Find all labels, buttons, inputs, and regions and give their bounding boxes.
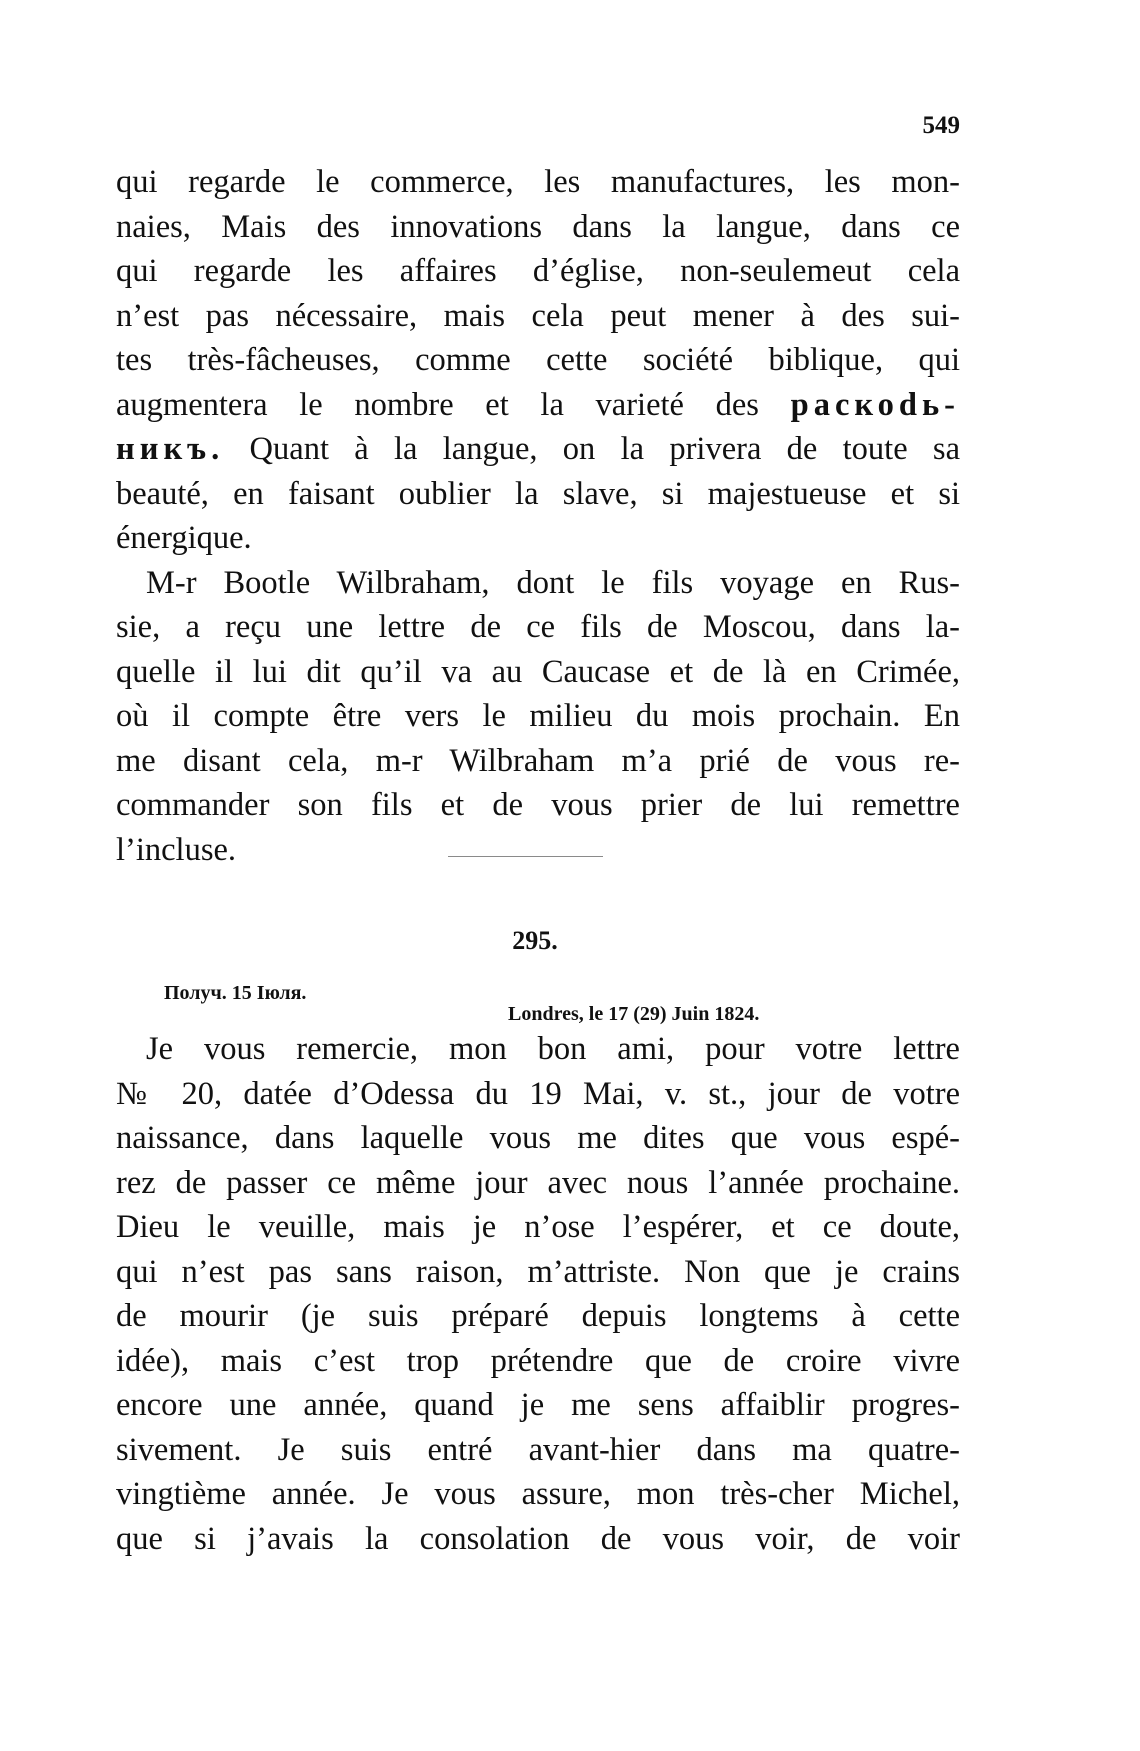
text-line: № 20, datée d’Odessa du 19 Mai, v. st., jour de votre — [116, 1075, 960, 1112]
letter-date: Londres, le 17 (29) Juin 1824. — [508, 1003, 760, 1025]
text-line — [116, 383, 960, 428]
received-note: Получ. 15 Іюля. — [164, 982, 307, 1004]
text-line: sivement. Je suis entré avant-hier dans ma quatre- — [116, 1431, 960, 1468]
text-line: de mourir (je suis préparé depuis longtems à cette — [116, 1298, 960, 1334]
page-number: 549 — [922, 112, 960, 139]
text-line: qui regarde le commerce, les manufactures, les mon- — [116, 164, 960, 200]
text-line: sie, a reçu une lettre de ce fils de Moscou, dans la- — [116, 609, 960, 645]
text-line: naissance, dans laquelle vous me dites que vous espé- — [116, 1120, 960, 1156]
text-line — [116, 427, 960, 472]
text-line: me disant cela, m-r Wilbraham m’a prié de vous re- — [116, 742, 960, 779]
text-line: naies, Mais des innovations dans la langue, dans ce — [116, 208, 960, 245]
paragraph-first-line: Je vous remercie, mon bon ami, pour votre lettre — [146, 1031, 960, 1067]
text-line: énergique. — [116, 520, 252, 556]
text-line: l’incluse. — [116, 831, 237, 868]
text-line: encore une année, quand je me sens affaiblir progres- — [116, 1387, 960, 1423]
text-line: où il compte être vers le milieu du mois prochain. En — [116, 698, 960, 734]
text-line: quelle il lui dit qu’il va au Caucase et de là en Crimée, — [116, 653, 960, 690]
russian-word-part-1: раскоdь- — [790, 386, 961, 423]
text-line: tes très-fâcheuses, comme cette société biblique, qui — [116, 342, 960, 378]
text-line: rez de passer ce même jour avec nous l’année prochaine. — [116, 1164, 960, 1201]
section-separator — [448, 856, 603, 857]
letter-continuation — [116, 160, 960, 872]
text-line: qui n’est pas sans raison, m’attriste. Non que je crains — [116, 1253, 960, 1290]
text-line: qui regarde les affaires d’église, non-seulemeut cela — [116, 253, 960, 289]
letter-number: 295. — [512, 926, 558, 955]
paragraph-first-line: M-r Bootle Wilbraham, dont le fils voyage en Rus- — [146, 564, 960, 601]
text-line: Dieu le veuille, mais je n’ose l’espérer, et ce doute, — [116, 1209, 960, 1245]
text-line: que si j’avais la consolation de vous voir, de voir — [116, 1520, 960, 1557]
text-line-start: augmentera le nombre et la varieté des — [116, 386, 759, 423]
text-line: vingtième année. Je vous assure, mon très-cher Michel, — [116, 1476, 960, 1512]
text-line: n’est pas nécessaire, mais cela peut mener à des sui- — [116, 297, 960, 334]
text-line: commander son fils et de vous prier de lui remettre — [116, 787, 960, 823]
russian-word-part-2: никъ. — [116, 431, 225, 467]
text-line-rest: Quant à la langue, on la privera de toute sa — [224, 431, 960, 467]
text-line: idée), mais c’est trop prétendre que de croire vivre — [116, 1342, 960, 1379]
letter-body — [116, 1027, 960, 1561]
text-line: beauté, en faisant oublier la slave, si majestueuse et si — [116, 475, 960, 512]
